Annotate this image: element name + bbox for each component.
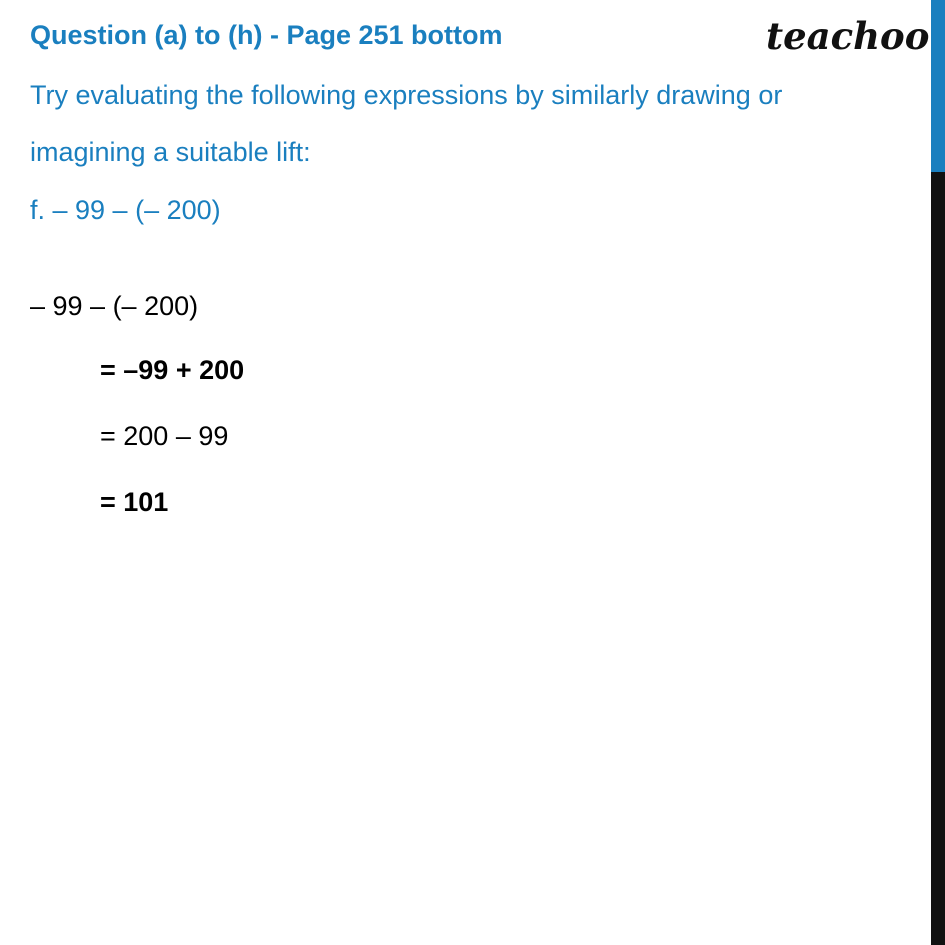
solution-answer: = 101 xyxy=(100,487,169,517)
question-line-1: Try evaluating the following expressions by similarly drawing or xyxy=(30,80,783,110)
scrollbar-thumb[interactable] xyxy=(931,0,945,172)
teachoo-logo: teachoo xyxy=(766,14,930,58)
question-expression: f. – 99 – (– 200) xyxy=(30,195,221,225)
solution-step-1: = –99 + 200 xyxy=(100,355,245,385)
page-title: Question (a) to (h) - Page 251 bottom xyxy=(30,20,503,50)
question-line-2: imagining a suitable lift: xyxy=(30,137,311,167)
solution-step-2: = 200 – 99 xyxy=(100,421,229,451)
solution-expression: – 99 – (– 200) xyxy=(30,291,199,321)
